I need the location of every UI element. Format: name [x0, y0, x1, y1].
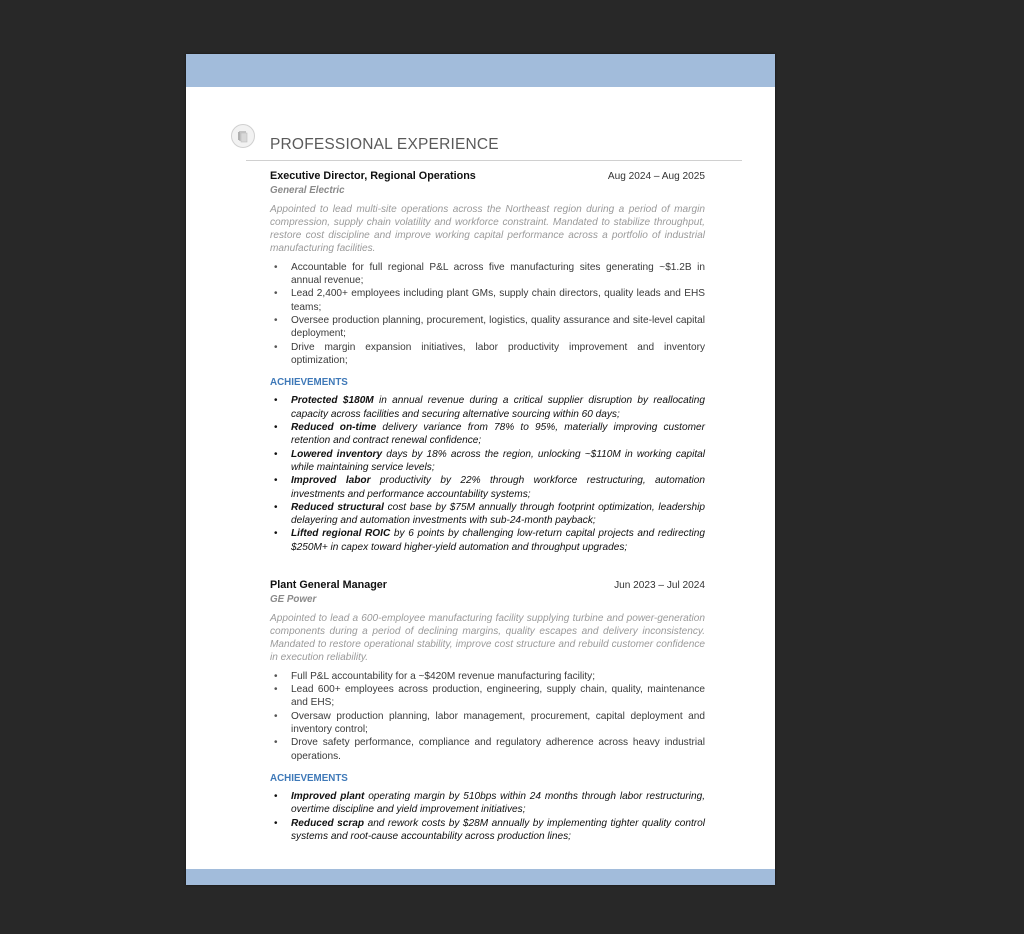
list-item: • Improved labor productivity by 22% through workforce restructuring, automation investments and performance accountability systems;	[270, 474, 705, 501]
job-title: Plant General Manager	[270, 579, 388, 591]
job-dates: Aug 2024 – Aug 2025	[607, 171, 705, 182]
list-item: • Reduced structural cost base by $75M annually through footprint optimization, leadership delayering and automation investments with sub-24-month payback;	[270, 501, 705, 528]
list-item: • Lead 2,400+ employees including plant GMs, supply chain directors, quality leads and EHS teams;	[270, 287, 705, 314]
achievements-heading: ACHIEVEMENTS	[270, 377, 348, 389]
section-title: PROFESSIONAL EXPERIENCE	[270, 136, 499, 153]
job-entry	[270, 170, 705, 554]
footer-color-band	[186, 869, 775, 885]
list-item: • Full P&L accountability for a ~$420M revenue manufacturing facility;	[270, 670, 705, 683]
list-item: • Reduced scrap and rework costs by $28M annually by implementing tighter quality control systems and root-cause accountability across production lines;	[270, 817, 705, 844]
job-summary: Appointed to lead a 600-employee manufacturing facility supplying turbine and power-generation components during a period of declining margins, quality escapes and delivery inconsistency. Mandated to restore operational stability, improve cost structure and rebuild customer confidence in execution reliability.	[270, 612, 705, 664]
section-divider	[246, 160, 742, 161]
list-item: • Drive margin expansion initiatives, labor productivity improvement and inventory optimization;	[270, 341, 705, 368]
list-item: • Drove safety performance, compliance and regulatory adherence across heavy industrial operations.	[270, 736, 705, 763]
list-item: • Oversee production planning, procurement, logistics, quality assurance and site-level capital deployment;	[270, 314, 705, 341]
list-item: • Lead 600+ employees across production, engineering, supply chain, quality, maintenance and EHS;	[270, 683, 705, 710]
list-item: • Accountable for full regional P&L across five manufacturing sites generating ~$1.2B in annual revenue;	[270, 261, 705, 288]
responsibilities-list	[270, 261, 705, 367]
job-title: Executive Director, Regional Operations	[270, 170, 476, 182]
list-item: • Lowered inventory days by 18% across the region, unlocking ~$110M in working capital while maintaining service levels;	[270, 448, 705, 475]
job-summary: Appointed to lead multi-site operations across the Northeast region during a period of margin compression, supply chain volatility and workforce constraint. Mandated to stabilize throughput, restore cost discipline and improve working capital performance across a portfolio of industrial manufacturing facilities.	[270, 203, 705, 255]
header-color-band	[186, 54, 775, 87]
list-item: • Improved plant operating margin by 510bps within 24 months through labor restructuring, overtime discipline and yield improvement initiatives;	[270, 790, 705, 817]
list-item: • Lifted regional ROIC by 6 points by challenging low-return capital projects and redirecting $250M+ in capex toward higher-yield automation and throughput upgrades;	[270, 527, 705, 554]
job-dates: Jun 2023 – Jul 2024	[614, 580, 705, 591]
list-item: • Protected $180M in annual revenue during a critical supplier disruption by reallocating capacity across facilities and securing alternative sourcing within 60 days;	[270, 394, 705, 421]
list-item: • Reduced on-time delivery variance from 78% to 95%, materially improving customer retention and contract renewal confidence;	[270, 421, 705, 448]
achievements-list	[270, 394, 705, 554]
briefcase-icon	[231, 124, 255, 148]
achievements-list	[270, 790, 705, 843]
company-name: GE Power	[270, 594, 317, 606]
company-name: General Electric	[270, 185, 345, 197]
resume-page	[186, 54, 775, 885]
job-entry	[270, 579, 705, 843]
achievements-heading: ACHIEVEMENTS	[270, 772, 348, 784]
responsibilities-list	[270, 670, 705, 763]
list-item: • Oversaw production planning, labor management, procurement, capital deployment and inventory control;	[270, 710, 705, 737]
